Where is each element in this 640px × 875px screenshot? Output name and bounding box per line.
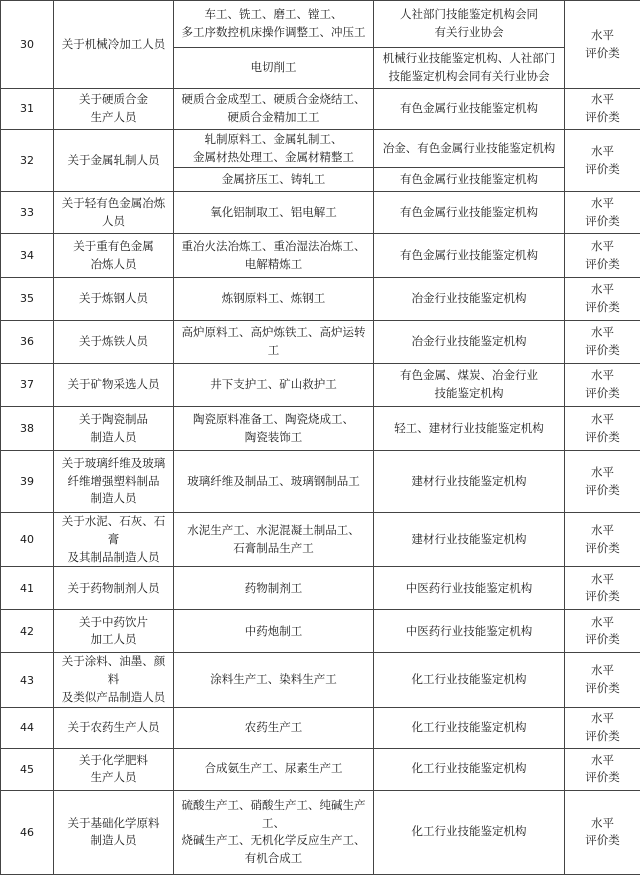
row-number: 35 — [1, 278, 54, 321]
occupation-category-line: 关于硬质合金 — [57, 91, 170, 109]
evaluation-type-line: 水平 — [568, 464, 637, 482]
appraisal-agency — [374, 610, 565, 653]
occupation-list — [174, 567, 374, 610]
occupation-list-line: 车工、铣工、磨工、镗工、 — [177, 6, 370, 24]
appraisal-agency-line: 有色金属行业技能鉴定机构 — [377, 247, 561, 265]
occupation-list — [174, 790, 374, 874]
occupation-list — [174, 610, 374, 653]
appraisal-agency — [374, 567, 565, 610]
evaluation-type-line: 评价类 — [568, 385, 637, 403]
table-row — [1, 321, 640, 364]
row-number: 36 — [1, 321, 54, 364]
occupation-list-line: 石膏制品生产工 — [177, 540, 370, 558]
evaluation-type-line: 评价类 — [568, 45, 637, 63]
occupation-category-line: 制造人员 — [57, 429, 170, 447]
occupation-list-line: 玻璃纤维及制品工、玻璃钢制品工 — [177, 473, 370, 491]
table-row — [1, 234, 640, 278]
occupation-list-line: 炼钢原料工、炼钢工 — [177, 290, 370, 308]
appraisal-agency — [374, 407, 565, 451]
appraisal-agency-line: 轻工、建材行业技能鉴定机构 — [377, 420, 561, 438]
evaluation-type-line: 评价类 — [568, 680, 637, 698]
row-number: 46 — [1, 790, 54, 874]
table-row — [1, 407, 640, 451]
table-row — [1, 653, 640, 707]
occupation-list-line: 井下支护工、矿山救护工 — [177, 376, 370, 394]
occupation-list-line: 陶瓷装饰工 — [177, 429, 370, 447]
occupation-list — [174, 130, 374, 168]
row-number: 44 — [1, 707, 54, 748]
occupation-list-line: 合成氨生产工、尿素生产工 — [177, 760, 370, 778]
evaluation-type-line: 评价类 — [568, 109, 637, 127]
appraisal-agency-line: 技能鉴定机构 — [377, 385, 561, 403]
row-number: 34 — [1, 234, 54, 278]
occupation-category-line: 关于重有色金属 — [57, 238, 170, 256]
occupation-list-line: 重冶火法冶炼工、重冶湿法冶炼工、 — [177, 238, 370, 256]
occupation-category — [54, 451, 174, 513]
occupation-list-line: 硬质合金成型工、硬质合金烧结工、 — [177, 91, 370, 109]
appraisal-agency-line: 中医药行业技能鉴定机构 — [377, 580, 561, 598]
occupation-list-line: 烧碱生产工、无机化学反应生产工、 — [177, 832, 370, 850]
table-row — [1, 513, 640, 567]
appraisal-agency-line: 冶金行业技能鉴定机构 — [377, 290, 561, 308]
row-number: 32 — [1, 130, 54, 192]
occupation-list-line: 轧制原料工、金属轧制工、 — [177, 131, 370, 149]
evaluation-type — [565, 89, 640, 130]
occupation-list-line: 多工序数控机床操作调整工、冲压工 — [177, 24, 370, 42]
occupation-category-line: 及类似产品制造人员 — [57, 689, 170, 707]
occupation-list — [174, 48, 374, 89]
appraisal-agency-line: 技能鉴定机构会同有关行业协会 — [377, 68, 561, 86]
row-number: 43 — [1, 653, 54, 707]
evaluation-type-line: 评价类 — [568, 588, 637, 606]
occupation-category-line: 关于涂料、油墨、颜料 — [57, 653, 170, 689]
evaluation-type-line: 评价类 — [568, 299, 637, 317]
occupation-list-line: 氧化铝制取工、铝电解工 — [177, 204, 370, 222]
occupation-list — [174, 1, 374, 48]
occupation-list-line: 电切削工 — [177, 59, 370, 77]
table-row — [1, 748, 640, 790]
appraisal-agency — [374, 89, 565, 130]
occupation-list-line: 金属材热处理工、金属材精整工 — [177, 149, 370, 167]
row-number: 31 — [1, 89, 54, 130]
occupation-category-line: 关于金属轧制人员 — [57, 152, 170, 170]
appraisal-agency — [374, 321, 565, 364]
occupation-category-line: 关于农药生产人员 — [57, 719, 170, 737]
evaluation-type-line: 评价类 — [568, 540, 637, 558]
row-number: 30 — [1, 1, 54, 89]
occupation-category-line: 制造人员 — [57, 490, 170, 508]
occupation-list-line: 硬质合金精加工工 — [177, 109, 370, 127]
evaluation-type — [565, 707, 640, 748]
occupation-category-line: 冶炼人员 — [57, 256, 170, 274]
occupation-list — [174, 513, 374, 567]
evaluation-type — [565, 130, 640, 192]
occupation-list — [174, 278, 374, 321]
evaluation-type-line: 水平 — [568, 815, 637, 833]
appraisal-agency — [374, 707, 565, 748]
evaluation-type-line: 水平 — [568, 27, 637, 45]
evaluation-type-line: 水平 — [568, 571, 637, 589]
occupation-category — [54, 407, 174, 451]
evaluation-type-line: 评价类 — [568, 482, 637, 500]
appraisal-agency — [374, 48, 565, 89]
appraisal-agency-line: 机械行业技能鉴定机构、人社部门 — [377, 50, 561, 68]
appraisal-agency-line: 有色金属行业技能鉴定机构 — [377, 171, 561, 189]
occupation-category-line: 关于陶瓷制品 — [57, 411, 170, 429]
table-row — [1, 89, 640, 130]
appraisal-agency — [374, 234, 565, 278]
evaluation-type-line: 水平 — [568, 662, 637, 680]
occupation-category — [54, 1, 174, 89]
occupation-category — [54, 234, 174, 278]
occupation-list-line: 电解精炼工 — [177, 256, 370, 274]
evaluation-type — [565, 192, 640, 234]
occupation-list — [174, 407, 374, 451]
appraisal-agency — [374, 1, 565, 48]
appraisal-agency-line: 有色金属、煤炭、冶金行业 — [377, 367, 561, 385]
table-row — [1, 451, 640, 513]
appraisal-agency — [374, 364, 565, 407]
evaluation-type — [565, 364, 640, 407]
occupation-list — [174, 653, 374, 707]
occupation-list-line: 中药炮制工 — [177, 623, 370, 641]
appraisal-agency — [374, 192, 565, 234]
appraisal-agency — [374, 653, 565, 707]
row-number: 45 — [1, 748, 54, 790]
occupation-list — [174, 364, 374, 407]
occupation-category — [54, 707, 174, 748]
appraisal-agency-line: 冶金行业技能鉴定机构 — [377, 333, 561, 351]
evaluation-type — [565, 234, 640, 278]
appraisal-agency — [374, 513, 565, 567]
evaluation-type-line: 水平 — [568, 752, 637, 770]
occupation-category-line: 关于机械冷加工人员 — [57, 36, 170, 54]
row-number: 37 — [1, 364, 54, 407]
evaluation-type-line: 评价类 — [568, 429, 637, 447]
occupation-category — [54, 321, 174, 364]
evaluation-type-line: 水平 — [568, 143, 637, 161]
appraisal-agency-line: 中医药行业技能鉴定机构 — [377, 623, 561, 641]
occupation-list-line: 硫酸生产工、硝酸生产工、纯碱生产工、 — [177, 797, 370, 833]
occupation-list-line: 涂料生产工、染料生产工 — [177, 671, 370, 689]
occupation-list — [174, 168, 374, 192]
occupation-list — [174, 748, 374, 790]
appraisal-agency-line: 化工行业技能鉴定机构 — [377, 823, 561, 841]
occupation-list — [174, 234, 374, 278]
evaluation-type — [565, 610, 640, 653]
evaluation-type-line: 评价类 — [568, 769, 637, 787]
evaluation-type-line: 水平 — [568, 238, 637, 256]
appraisal-agency-line: 化工行业技能鉴定机构 — [377, 719, 561, 737]
occupation-category-line: 制造人员 — [57, 832, 170, 850]
occupation-list-line: 陶瓷原料准备工、陶瓷烧成工、 — [177, 411, 370, 429]
table-row — [1, 610, 640, 653]
occupation-list — [174, 451, 374, 513]
occupation-category — [54, 748, 174, 790]
evaluation-type — [565, 513, 640, 567]
evaluation-type-line: 水平 — [568, 411, 637, 429]
evaluation-type — [565, 567, 640, 610]
evaluation-type-line: 水平 — [568, 710, 637, 728]
evaluation-type-line: 水平 — [568, 281, 637, 299]
occupation-category-line: 关于炼钢人员 — [57, 290, 170, 308]
evaluation-type-line: 评价类 — [568, 342, 637, 360]
evaluation-type — [565, 407, 640, 451]
appraisal-agency-line: 建材行业技能鉴定机构 — [377, 531, 561, 549]
evaluation-type — [565, 748, 640, 790]
table-row — [1, 364, 640, 407]
evaluation-type-line: 水平 — [568, 614, 637, 632]
appraisal-agency-line: 化工行业技能鉴定机构 — [377, 760, 561, 778]
occupation-category-line: 关于化学肥料 — [57, 752, 170, 770]
evaluation-type — [565, 653, 640, 707]
occupation-category-line: 及其制品制造人员 — [57, 549, 170, 567]
occupation-category-line: 关于水泥、石灰、石膏 — [57, 513, 170, 549]
table-row — [1, 278, 640, 321]
table-row — [1, 567, 640, 610]
occupation-category-line: 关于玻璃纤维及玻璃 — [57, 455, 170, 473]
row-number: 41 — [1, 567, 54, 610]
evaluation-type-line: 评价类 — [568, 161, 637, 179]
table-row — [1, 130, 640, 168]
table-row — [1, 707, 640, 748]
occupation-list-line: 药物制剂工 — [177, 580, 370, 598]
evaluation-type-line: 水平 — [568, 91, 637, 109]
occupation-category-line: 生产人员 — [57, 769, 170, 787]
table-row — [1, 1, 640, 48]
occupation-list — [174, 321, 374, 364]
occupation-list-line: 农药生产工 — [177, 719, 370, 737]
occupation-category — [54, 89, 174, 130]
evaluation-type — [565, 278, 640, 321]
occupation-list-line: 高炉原料工、高炉炼铁工、高炉运转工 — [177, 324, 370, 360]
occupation-category-line: 关于矿物采选人员 — [57, 376, 170, 394]
row-number: 33 — [1, 192, 54, 234]
occupation-category — [54, 653, 174, 707]
occupation-category-line: 关于轻有色金属冶炼 — [57, 195, 170, 213]
evaluation-type — [565, 1, 640, 89]
appraisal-agency — [374, 278, 565, 321]
evaluation-type-line: 评价类 — [568, 256, 637, 274]
appraisal-agency-line: 有色金属行业技能鉴定机构 — [377, 204, 561, 222]
occupation-category-line: 关于中药饮片 — [57, 614, 170, 632]
row-number: 39 — [1, 451, 54, 513]
occupation-category — [54, 192, 174, 234]
appraisal-agency-line: 人社部门技能鉴定机构会同 — [377, 6, 561, 24]
evaluation-type-line: 评价类 — [568, 213, 637, 231]
appraisal-agency-line: 有色金属行业技能鉴定机构 — [377, 100, 561, 118]
occupation-category — [54, 364, 174, 407]
row-number: 40 — [1, 513, 54, 567]
occupation-table-body — [1, 1, 640, 875]
appraisal-agency — [374, 790, 565, 874]
evaluation-type-line: 评价类 — [568, 631, 637, 649]
evaluation-type-line: 水平 — [568, 367, 637, 385]
evaluation-type — [565, 790, 640, 874]
evaluation-type-line: 水平 — [568, 324, 637, 342]
occupation-category-line: 关于药物制剂人员 — [57, 580, 170, 598]
occupation-list — [174, 707, 374, 748]
evaluation-type — [565, 321, 640, 364]
occupation-category-line: 人员 — [57, 213, 170, 231]
appraisal-agency-line: 有关行业协会 — [377, 24, 561, 42]
appraisal-agency-line: 化工行业技能鉴定机构 — [377, 671, 561, 689]
row-number: 42 — [1, 610, 54, 653]
occupation-list-line: 有机合成工 — [177, 850, 370, 868]
evaluation-type — [565, 451, 640, 513]
occupation-category — [54, 567, 174, 610]
occupation-category — [54, 130, 174, 192]
appraisal-agency-line: 冶金、有色金属行业技能鉴定机构 — [377, 140, 561, 158]
appraisal-agency-line: 建材行业技能鉴定机构 — [377, 473, 561, 491]
appraisal-agency — [374, 748, 565, 790]
occupation-category — [54, 513, 174, 567]
evaluation-type-line: 水平 — [568, 195, 637, 213]
occupation-category-line: 加工人员 — [57, 631, 170, 649]
occupation-category — [54, 278, 174, 321]
row-number: 38 — [1, 407, 54, 451]
occupation-category — [54, 610, 174, 653]
occupation-category-line: 纤维增强塑料制品 — [57, 473, 170, 491]
appraisal-agency — [374, 130, 565, 168]
appraisal-agency — [374, 168, 565, 192]
table-row — [1, 192, 640, 234]
table-row — [1, 790, 640, 874]
evaluation-type-line: 评价类 — [568, 728, 637, 746]
evaluation-type-line: 评价类 — [568, 832, 637, 850]
occupation-category-line: 生产人员 — [57, 109, 170, 127]
evaluation-type-line: 水平 — [568, 522, 637, 540]
occupation-list — [174, 192, 374, 234]
occupation-list-line: 水泥生产工、水泥混凝土制品工、 — [177, 522, 370, 540]
occupation-list-line: 金属挤压工、铸轧工 — [177, 171, 370, 189]
occupation-category-line: 关于炼铁人员 — [57, 333, 170, 351]
occupation-category-line: 关于基础化学原料 — [57, 815, 170, 833]
appraisal-agency — [374, 451, 565, 513]
occupation-list — [174, 89, 374, 130]
occupation-category — [54, 790, 174, 874]
